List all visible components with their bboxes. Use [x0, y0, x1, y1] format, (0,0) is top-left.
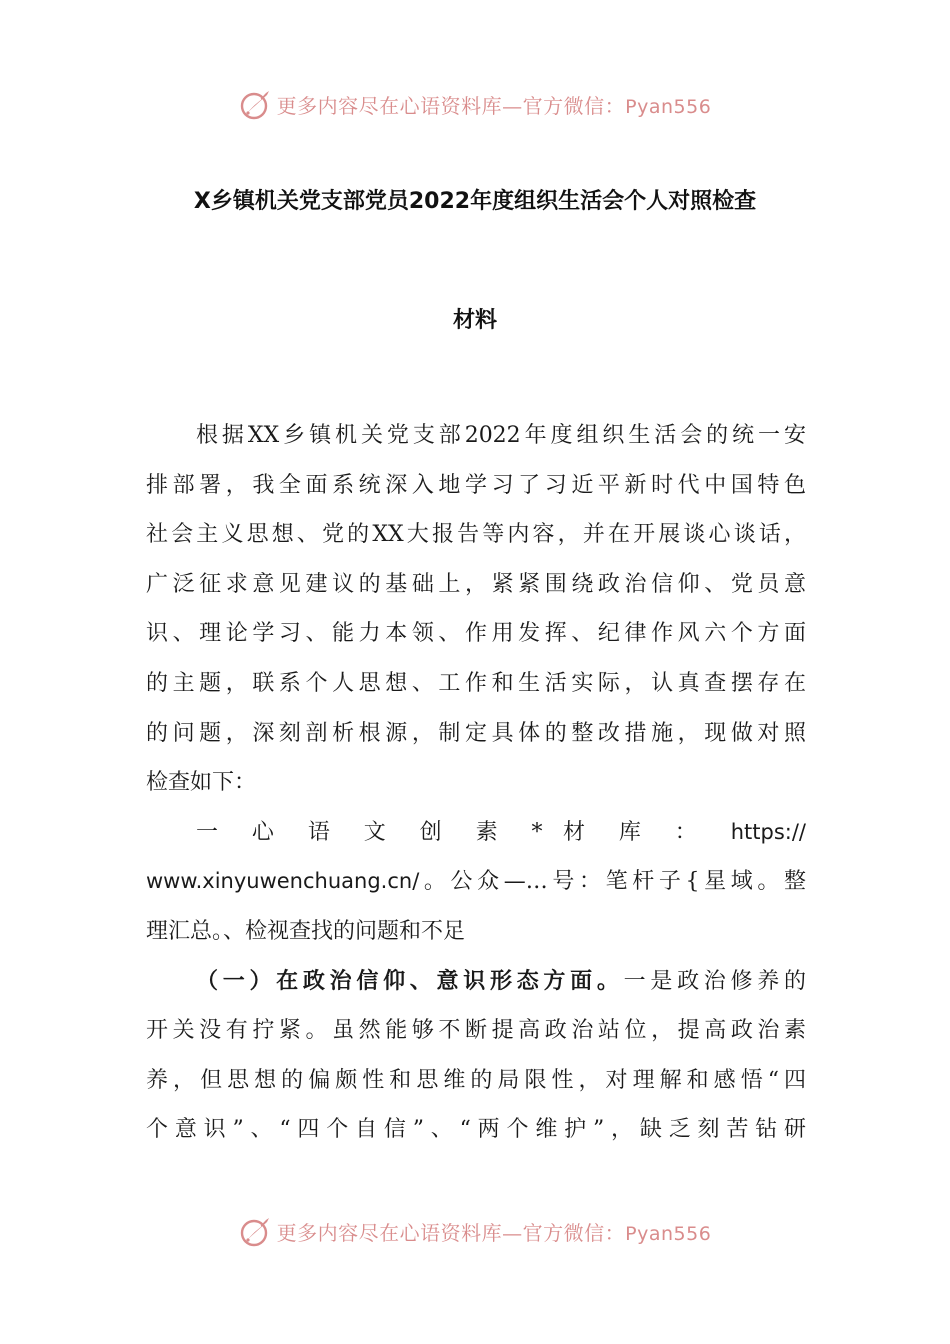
quill-logo-icon — [239, 87, 273, 121]
watermark-wechat-id: Pyan556 — [625, 1222, 712, 1245]
body-line: 个意识”、“四个自信”、“两个维护”，缺乏刻苦钻研 — [146, 1117, 806, 1143]
body-line: 广泛征求意见建议的基础上，紧紧围绕政治信仰、党员意 — [146, 571, 806, 597]
document-title-continued: 材料 — [452, 308, 497, 333]
source-line — [146, 808, 806, 858]
watermark-text — [277, 90, 712, 119]
body-line: 检查如下： — [146, 770, 257, 796]
watermark-footer — [0, 1211, 950, 1251]
source-line-rest: 。公众—…号：笔杆子{星域。整 — [419, 869, 806, 895]
source-url-domain: www.xinyuwenchuang.cn/ — [146, 869, 420, 894]
watermark-header — [0, 84, 950, 124]
document-body — [146, 411, 806, 1155]
watermark-label: 更多内容尽在心语资料库—官方微信： — [276, 1220, 626, 1245]
body-line: 理汇总。、检视查找的问题和不足 — [146, 918, 466, 944]
section-heading-line — [146, 957, 806, 1007]
watermark-label: 更多内容尽在心语资料库—官方微信： — [276, 93, 626, 118]
document-title: X乡镇机关党支部党员2022年度组织生活会个人对照检查 — [193, 189, 757, 214]
watermark-text — [277, 1217, 712, 1246]
body-line: 的主题，联系个人思想、工作和生活实际，认真查摆存在 — [146, 670, 806, 696]
body-line: 排部署，我全面系统深入地学习了习近平新时代中国特色 — [146, 472, 806, 498]
source-line-prefix: 一 心 语 文 创 素 * 材 库 ： — [196, 819, 711, 845]
section-first-sentence: 一是政治修养的 — [623, 968, 806, 994]
body-line: 社会主义思想、党的XX大报告等内容，并在开展谈心谈话， — [146, 522, 806, 548]
source-url-scheme: https:// — [730, 819, 806, 844]
body-line: 开关没有拧紧。虽然能够不断提高政治站位，提高政治素 — [146, 1018, 806, 1044]
body-line: 的问题，深刻剖析根源，制定具体的整改措施，现做对照 — [146, 720, 806, 746]
quill-logo-icon — [239, 1214, 273, 1248]
watermark-wechat-id: Pyan556 — [625, 95, 712, 118]
body-line: 根据XX乡镇机关党支部2022年度组织生活会的统一安 — [196, 423, 806, 448]
section-heading: （一）在政治信仰、意识形态方面。 — [196, 968, 624, 994]
source-line — [146, 857, 806, 907]
body-line: 养，但思想的偏颇性和思维的局限性，对理解和感悟“四 — [146, 1067, 806, 1093]
body-line: 识、理论学习、能力本领、作用发挥、纪律作风六个方面 — [146, 621, 806, 647]
